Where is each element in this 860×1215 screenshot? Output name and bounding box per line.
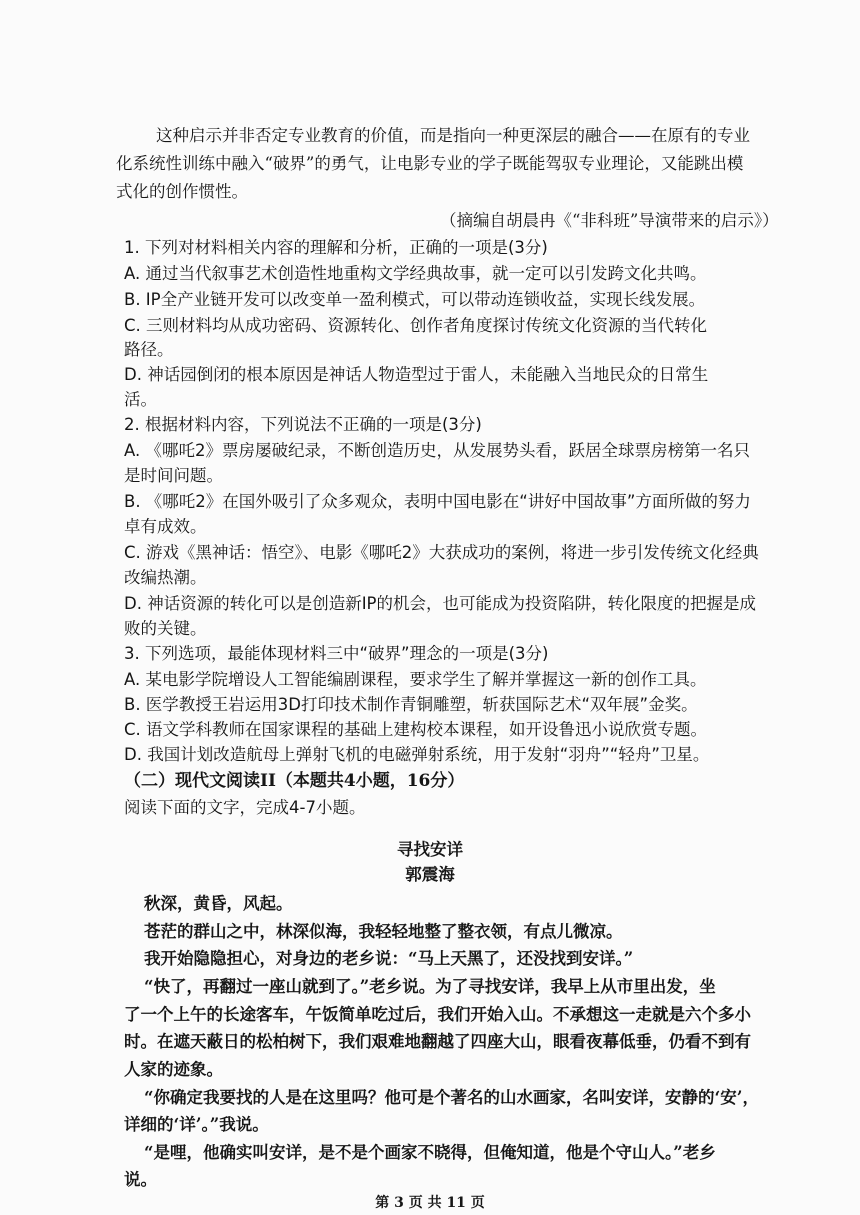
option-b: B. IP全产业链开发可以改变单一盈利模式，可以带动连锁收益，实现长线发展。 <box>124 290 706 309</box>
story-line: 了一个上午的长途客车，午饭简单吃过后，我们开始入山。不承想这一走就是六个多小 <box>124 1005 751 1024</box>
story-line: 秋深，黄昏，风起。 <box>144 894 293 913</box>
section-instruction: 阅读下面的文字，完成4-7小题。 <box>124 798 366 817</box>
option-c: C. 语文学科教师在国家课程的基础上建构校本课程，如开设鲁迅小说欣赏专题。 <box>124 720 708 739</box>
option-d: D. 神话园倒闭的根本原因是神话人物造型过于雷人，未能融入当地民众的日常生 <box>124 365 709 384</box>
option-a-cont: 是时间问题。 <box>124 466 223 485</box>
story-line: 我开始隐隐担心，对身边的老乡说：“马上天黑了，还没找到安详。” <box>144 949 634 968</box>
option-d: D. 神话资源的转化可以是创造新IP的机会，也可能成为投资陷阱，转化限度的把握是成 <box>124 594 757 613</box>
passage-source: （摘编自胡晨冉《“非科班”导演带来的启示》） <box>440 211 779 230</box>
story-line: “快了，再翻过一座山就到了。”老乡说。为了寻找安详，我早上从市里出发，坐 <box>144 977 716 996</box>
option-a: A. 某电影学院增设人工智能编剧课程，要求学生了解并掌握这一新的创作工具。 <box>124 670 707 689</box>
option-b: B. 《哪吒2》在国外吸引了众多观众，表明中国电影在“讲好中国故事”方面所做的努力 <box>124 492 751 511</box>
question-stem: 1. 下列对材料相关内容的理解和分析，正确的一项是(3分) <box>124 238 548 257</box>
story-line: “你确定我要找的人是在这里吗？他可是个著名的山水画家，名叫安详，安静的‘安’， <box>144 1088 759 1107</box>
story-line: 苍茫的群山之中，林深似海，我轻轻地整了整衣领，有点儿微凉。 <box>144 922 623 941</box>
question-stem: 2. 根据材料内容，下列说法不正确的一项是(3分) <box>124 415 482 434</box>
question-stem: 3. 下列选项，最能体现材料三中“破界”理念的一项是(3分) <box>124 644 549 663</box>
story-title: 寻找安详 <box>397 840 463 859</box>
option-d-cont: 败的关键。 <box>124 619 207 638</box>
option-c-cont: 路径。 <box>124 340 174 359</box>
story-line: 人家的迹象。 <box>124 1060 223 1079</box>
page-number: 第 3 页 共 11 页 <box>375 1195 485 1211</box>
passage-line: 式化的创作惯性。 <box>116 182 248 201</box>
option-b: B. 医学教授王岩运用3D打印技术制作青铜雕塑，斩获国际艺术“双年展”金奖。 <box>124 695 698 714</box>
passage-line: 这种启示并非否定专业教育的价值，而是指向一种更深层的融合——在原有的专业 <box>156 126 750 145</box>
story-author: 郭震海 <box>405 865 455 884</box>
option-c: C. 游戏《黑神话：悟空》、电影《哪吒2》大获成功的案例，将进一步引发传统文化经典 <box>124 543 759 562</box>
story-line: 说。 <box>124 1170 157 1189</box>
option-d-cont: 活。 <box>124 390 157 409</box>
option-c-cont: 改编热潮。 <box>124 568 207 587</box>
option-a: A. 《哪吒2》票房屡破纪录，不断创造历史，从发展势头看，跃居全球票房榜第一名只 <box>124 441 750 460</box>
passage-line: 化系统性训练中融入“破界”的勇气，让电影专业的学子既能驾驭专业理论，又能跳出模 <box>116 154 744 173</box>
section-heading: （二）现代文阅读II（本题共4小题，16分） <box>124 771 465 791</box>
story-line: 时。在遮天蔽日的松柏树下，我们艰难地翻越了四座大山，眼看夜幕低垂，仍看不到有 <box>124 1032 751 1051</box>
option-b-cont: 卓有成效。 <box>124 517 207 536</box>
story-line: “是哩，他确实叫安详，是不是个画家不晓得，但俺知道，他是个守山人。”老乡 <box>144 1143 716 1162</box>
option-c: C. 三则材料均从成功密码、资源转化、创作者角度探讨传统文化资源的当代转化 <box>124 316 708 335</box>
option-a: A. 通过当代叙事艺术创造性地重构文学经典故事，就一定可以引发跨文化共鸣。 <box>124 264 707 283</box>
story-line: 详细的‘详’。”我说。 <box>124 1115 269 1134</box>
option-d: D. 我国计划改造航母上弹射飞机的电磁弹射系统，用于发射“羽舟”“轻舟”卫星。 <box>124 745 710 764</box>
